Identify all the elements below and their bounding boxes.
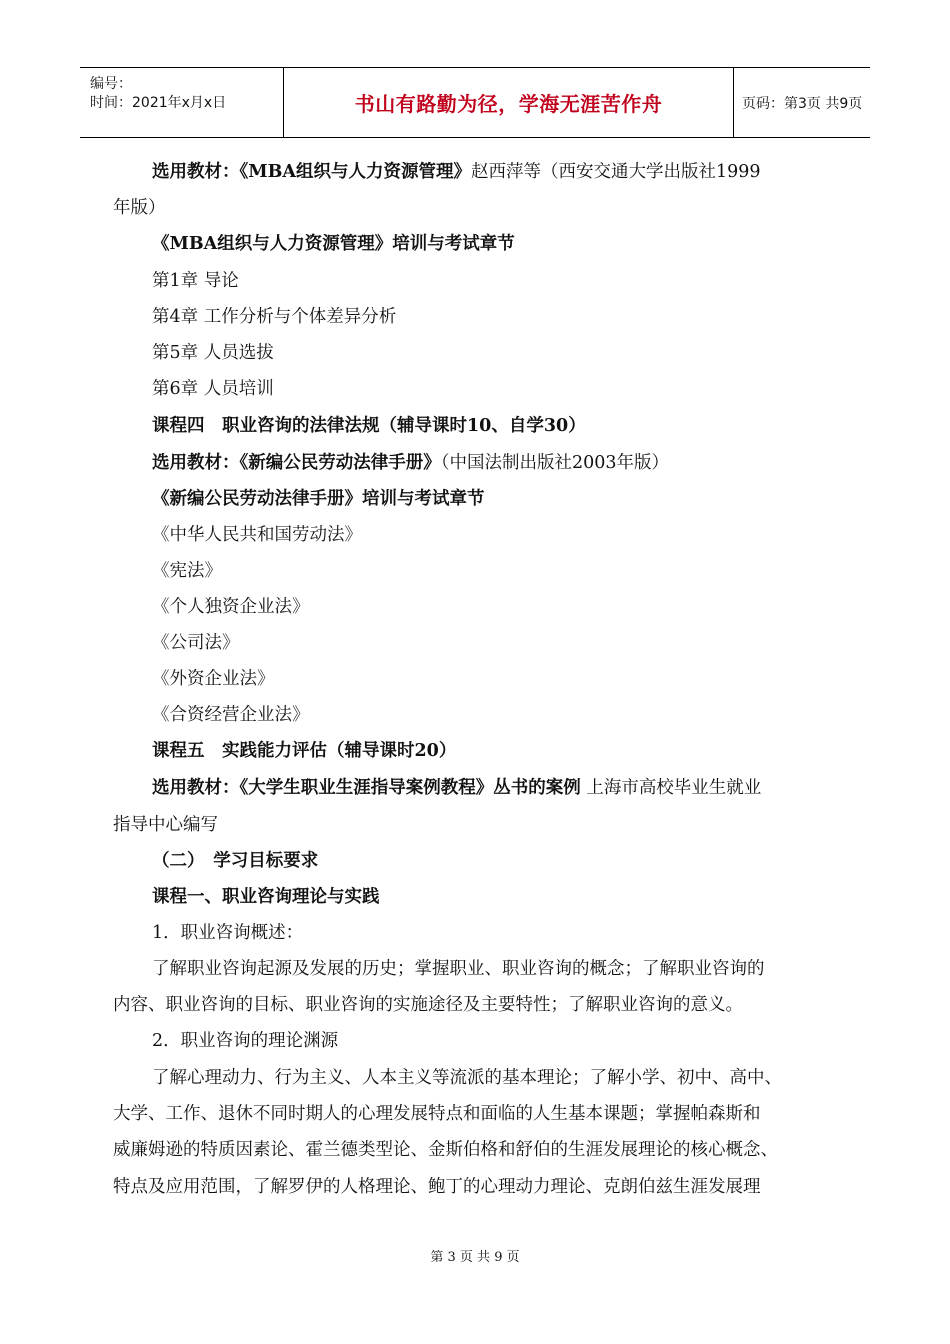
text-line: 大学、工作、退休不同时期人的心理发展特点和面临的人生基本课题；掌握帕森斯和 [113, 1104, 761, 1124]
text-line: 了解心理动力、行为主义、人本主义等流派的基本理论；了解小学、初中、高中、 [152, 1068, 782, 1088]
header-motto-cell [283, 68, 734, 137]
text-line: 课程五 实践能力评估（辅导课时20） [152, 741, 457, 761]
text-line: 课程一、职业咨询理论与实践 [152, 887, 380, 907]
text-line: 课程四 职业咨询的法律法规（辅导课时10、自学30） [152, 416, 586, 436]
page-header [80, 67, 870, 138]
text-line: 《公司法》 [152, 633, 240, 653]
text-line: 选用教材：《大学生职业生涯指导案例教程》丛书的案例 上海市高校毕业生就业 [152, 778, 762, 798]
text-line: 《宪法》 [152, 561, 222, 581]
text-line: 选用教材：《MBA组织与人力资源管理》赵西萍等（西安交通大学出版社1999 [152, 162, 761, 182]
serial-number-label: 编号： [90, 76, 132, 92]
text-line: 《中华人民共和国劳动法》 [152, 525, 362, 545]
text-line: 1．职业咨询概述： [152, 923, 304, 943]
text-line: 威廉姆逊的特质因素论、霍兰德类型论、金斯伯格和舒伯的生涯发展理论的核心概念、 [113, 1140, 778, 1160]
header-page-cell [734, 68, 870, 137]
page-footer: 第 3 页 共 9 页 [430, 1250, 520, 1265]
text-line: 《外资企业法》 [152, 669, 275, 689]
text-line: 《新编公民劳动法律手册》培训与考试章节 [152, 489, 485, 509]
text-line: 特点及应用范围，了解罗伊的人格理论、鲍丁的心理动力理论、克朗伯兹生涯发展理 [113, 1177, 761, 1197]
text-line: 《合资经营企业法》 [152, 705, 310, 725]
header-info-cell [80, 68, 283, 137]
time-label: 时间：2021年x月x日 [90, 95, 227, 111]
motto-text: 书山有路勤为径，学海无涯苦作舟 [354, 92, 663, 116]
text-line: 年版） [113, 198, 166, 218]
text-line: 第1章 导论 [152, 271, 239, 291]
text-line: 第6章 人员培训 [152, 379, 274, 399]
text-line: 内容、职业咨询的目标、职业咨询的实施途径及主要特性；了解职业咨询的意义。 [113, 995, 743, 1015]
text-line: 《MBA组织与人力资源管理》培训与考试章节 [152, 234, 515, 254]
text-line: 《个人独资企业法》 [152, 597, 310, 617]
text-line: 选用教材：《新编公民劳动法律手册》（中国法制出版社2003年版） [152, 453, 670, 473]
text-line: （二） 学习目标要求 [152, 851, 319, 871]
text-line: 了解职业咨询起源及发展的历史；掌握职业、职业咨询的概念；了解职业咨询的 [152, 959, 765, 979]
text-line: 指导中心编写 [113, 815, 218, 835]
page-info: 页码：第3页 共9页 [742, 95, 863, 112]
text-line: 第5章 人员选拔 [152, 343, 274, 363]
text-line: 2．职业咨询的理论渊源 [152, 1031, 339, 1051]
text-line: 第4章 工作分析与个体差异分析 [152, 307, 397, 327]
